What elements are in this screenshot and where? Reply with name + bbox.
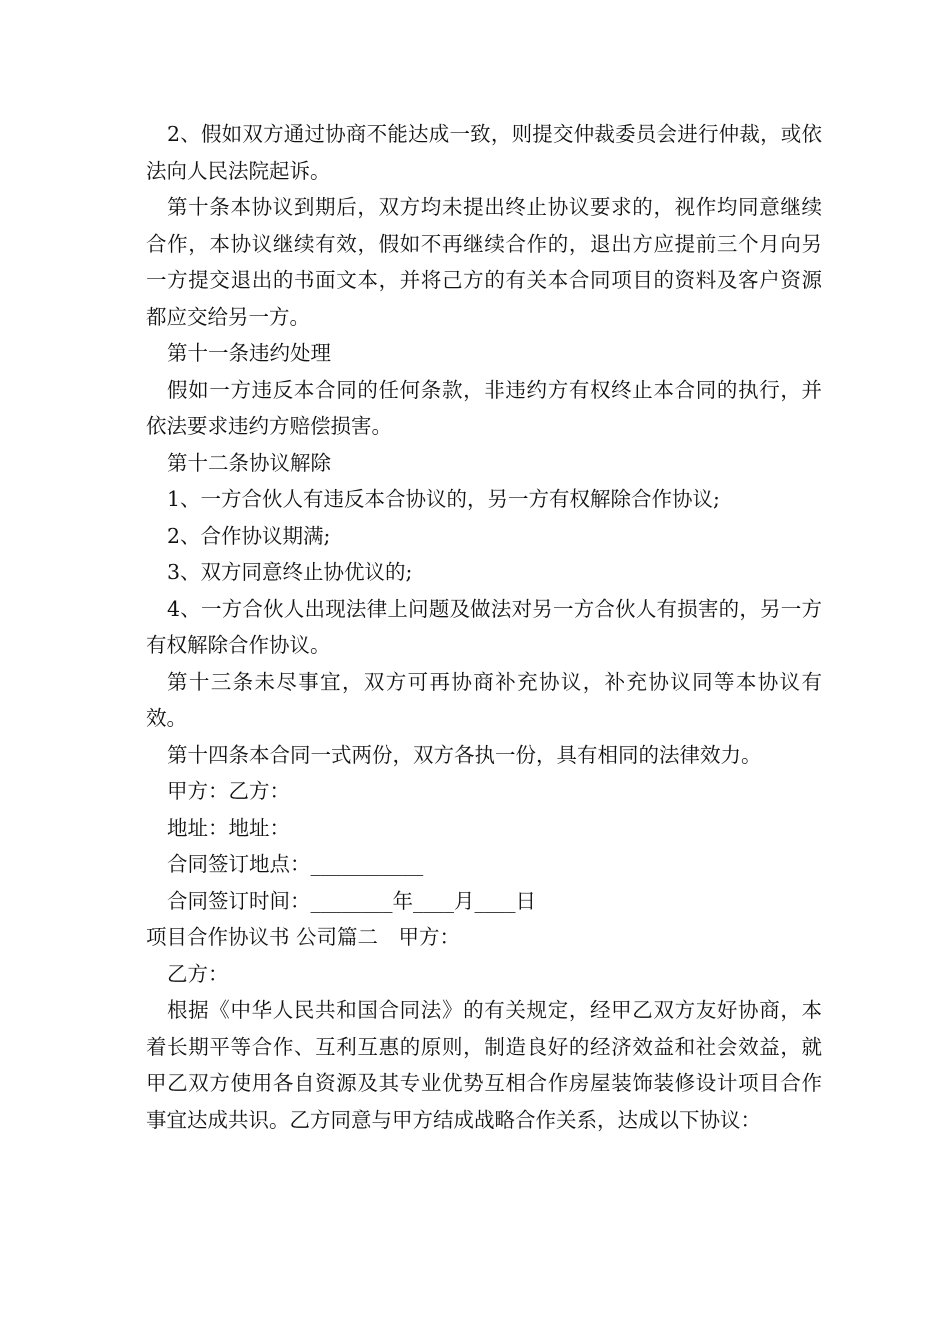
- address-line: 地址：地址：: [167, 815, 290, 840]
- party-signature-line: 甲方：乙方：: [167, 779, 290, 803]
- list-item-termination-1: 1、一方合伙人有违反本合协议的，另一方有权解除合作协议;: [167, 487, 720, 511]
- list-item-termination-2: 2、合作协议期满;: [167, 523, 331, 548]
- party-b-line: 乙方：: [167, 961, 229, 986]
- paragraph-breach: 假如一方违反本合同的任何条款，非违约方有权终止本合同的执行，并依法要求违约方赔偿损害。: [146, 377, 822, 438]
- signing-place-line: 合同签订地点：___________: [167, 852, 424, 876]
- paragraph-article-14: 第十四条本合同一式两份，双方各执一份，具有相同的法律效力。: [167, 742, 762, 767]
- heading-article-11: 第十一条违约处理: [167, 341, 331, 365]
- paragraph-article-13: 第十三条未尽事宜，双方可再协商补充协议，补充协议同等本协议有效。: [146, 669, 822, 730]
- list-item-termination-4: 4、一方合伙人出现法律上问题及做法对另一方合伙人有损害的，另一方有权解除合作协议。: [146, 596, 822, 657]
- signing-date-line: 合同签订时间：________年____月____日: [167, 888, 536, 913]
- list-item-termination-3: 3、双方同意终止协优议的;: [167, 560, 413, 584]
- heading-article-12: 第十二条协议解除: [167, 450, 331, 475]
- section-title-part-two: 项目合作协议书 公司篇二 甲方：: [146, 925, 461, 949]
- paragraph-preamble: 根据《中华人民共和国合同法》的有关规定，经甲乙双方友好协商，本着长期平等合作、互利互惠的原则，制造良好的经济效益和社会效益，就甲乙双方使用各自资源及其专业优势互相合作房屋装饰装修设计项目合作事宜达成共识。乙方同意与甲方结成战略合作关系，达成以下协议：: [146, 998, 822, 1132]
- paragraph-arbitration: 2、假如双方通过协商不能达成一致，则提交仲裁委员会进行仲裁，或依法向人民法院起诉。: [146, 122, 822, 183]
- document-page: [146, 116, 822, 1138]
- paragraph-article-10: 第十条本协议到期后，双方均未提出终止协议要求的，视作均同意继续合作，本协议继续有效，假如不再继续合作的，退出方应提前三个月向另一方提交退出的书面文本，并将己方的有关本合同项目的资料及客户资源都应交给另一方。: [146, 195, 822, 329]
